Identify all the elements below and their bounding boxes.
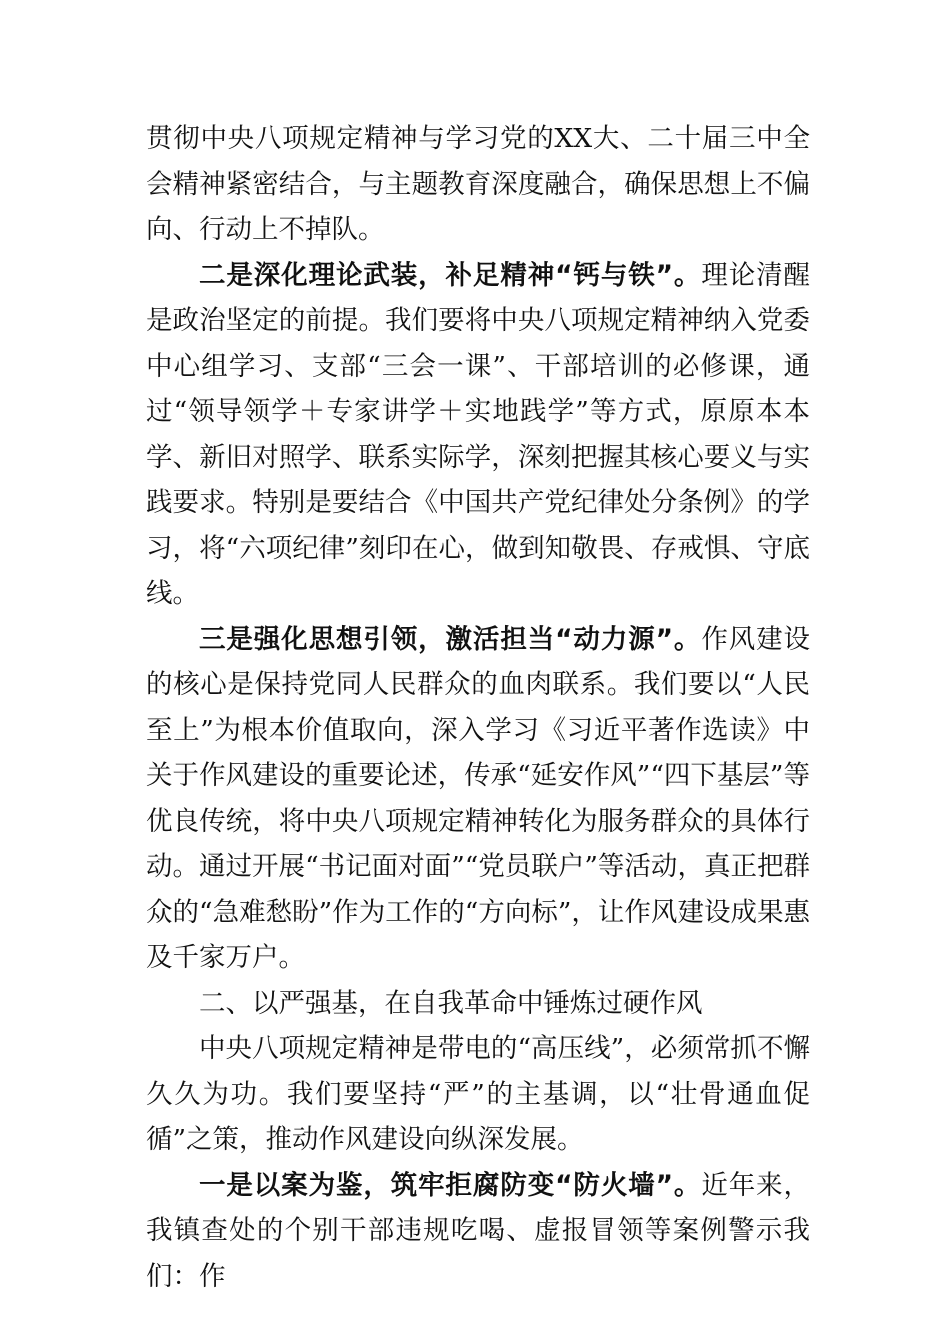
paragraph-text: 中央八项规定精神是带电的“高压线”，必须常抓不懈久久为功。我们要坚持“严”的主基调，以“壮骨通血促循”之策，推动作风建设向纵深发展。 [146, 1033, 810, 1155]
document-page [146, 116, 810, 1299]
paragraph-text: 理论清醒是政治坚定的前提。我们要将中央八项规定精神纳入党委中心组学习、支部“三会一课”、干部培训的必修课，通过“领导领学＋专家讲学＋实地践学”等方式，原原本本学、新旧对照学、联系实际学，深刻把握其核心要义与实践要求。特别是要结合《中国共产党纪律处分条例》的学习，将“六项纪律”刻印在心，做到知敬畏、存戒惧、守底线。 [146, 259, 810, 609]
paragraph-text: 作风建设的核心是保持党同人民群众的血肉联系。我们要以“人民至上”为根本价值取向，深入学习《习近平著作选读》中关于作风建设的重要论述，传承“延安作风”“四下基层”等优良传统，将中央八项规定精神转化为服务群众的具体行动。通过开展“书记面对面”“党员联户”等活动，真正把群众的“急难愁盼”作为工作的“方向标”，让作风建设成果惠及千家万户。 [146, 623, 810, 973]
paragraph-section-intro [146, 1026, 810, 1163]
paragraph-ideological-guidance [146, 617, 810, 981]
paragraph-continuation [146, 116, 810, 253]
paragraph-case-warning [146, 1163, 810, 1300]
paragraph-text: 近年来，我镇查处的个别干部违规吃喝、虚报冒领等案例警示我们：作 [146, 1169, 810, 1292]
paragraph-lead: 二是深化理论武装，补足精神“钙与铁”。 [199, 259, 702, 291]
paragraph-lead: 一是以案为鉴，筑牢拒腐防变“防火墙”。 [199, 1169, 702, 1201]
section-heading: 二、以严强基，在自我革命中锤炼过硬作风 [199, 987, 703, 1019]
paragraph-lead: 三是强化思想引领，激活担当“动力源”。 [199, 623, 702, 655]
paragraph-text: 贯彻中央八项规定精神与学习党的XX大、二十届三中全会精神紧密结合，与主题教育深度融合，确保思想上不偏向、行动上不掉队。 [146, 123, 810, 245]
paragraph-theory-arming [146, 253, 810, 617]
